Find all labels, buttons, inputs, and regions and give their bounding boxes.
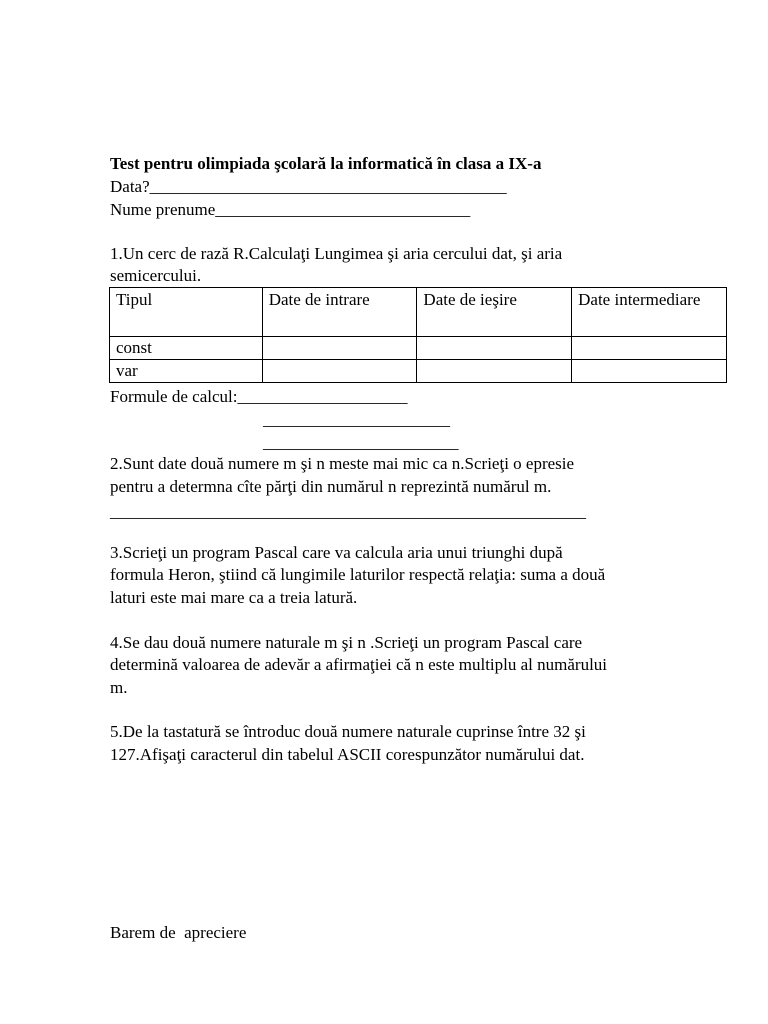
question-2-line-1: 2.Sunt date două numere m şi n meste mai mic ca n.Scrieţi o epresie [110, 454, 575, 473]
question-4-line-3: m. [110, 678, 128, 697]
formula-blank-line: _______________________ [263, 433, 459, 452]
question-3-line-2: formula Heron, ştiind că lungimile laturilor respectă relaţia: suma a două [110, 565, 606, 584]
question-3-line-1: 3.Scrieţi un program Pascal care va calcula aria unui triunghi după [110, 543, 563, 562]
table-cell [572, 337, 727, 360]
table-header-row [110, 288, 727, 337]
table-cell [262, 337, 417, 360]
question-3-line-3: laturi este mai mare ca a treia latură. [110, 588, 358, 607]
name-field-line: Nume prenume______________________________ [110, 200, 471, 219]
answer-blank-line: ________________________________________________________ [110, 502, 586, 521]
table-row [110, 337, 727, 360]
table-cell [417, 337, 572, 360]
table-header-cell: Date intermediare [572, 288, 727, 337]
question-1-line-1: 1.Un cerc de rază R.Calculaţi Lungimea şi aria cercului dat, şi aria [110, 244, 563, 263]
table-header-cell: Date de intrare [262, 288, 417, 337]
table-cell [417, 360, 572, 383]
formula-label-line: Formule de calcul:____________________ [110, 387, 408, 406]
question-4-line-2: determină valoarea de adevăr a afirmaţiei că n este multiplu al numărului [110, 655, 608, 674]
data-types-table [109, 287, 727, 383]
grading-scale-heading: Barem de apreciere [110, 923, 247, 942]
question-5-line-2: 127.Afişaţi caracterul din tabelul ASCII corespunzător numărului dat. [110, 745, 585, 764]
question-4-line-1: 4.Se dau două numere naturale m şi n .Scrieţi un program Pascal care [110, 633, 583, 652]
question-2-line-2: pentru a determna cîte părţi din numărul n reprezintă numărul m. [110, 477, 552, 496]
table-row [110, 360, 727, 383]
table-cell: var [110, 360, 263, 383]
table-cell: const [110, 337, 263, 360]
date-field-line: Data?__________________________________________ [110, 177, 507, 196]
table-header-cell: Date de ieşire [417, 288, 572, 337]
question-5-line-1: 5.De la tastatură se întroduc două numere naturale cuprinse între 32 şi [110, 722, 586, 741]
formula-blank-line: ______________________ [263, 410, 450, 429]
table-cell [262, 360, 417, 383]
question-1-line-2: semicercului. [110, 266, 202, 285]
table-header-cell: Tipul [110, 288, 263, 337]
document-title: Test pentru olimpiada şcolară la informatică în clasa a IX-a [110, 154, 542, 173]
table-cell [572, 360, 727, 383]
